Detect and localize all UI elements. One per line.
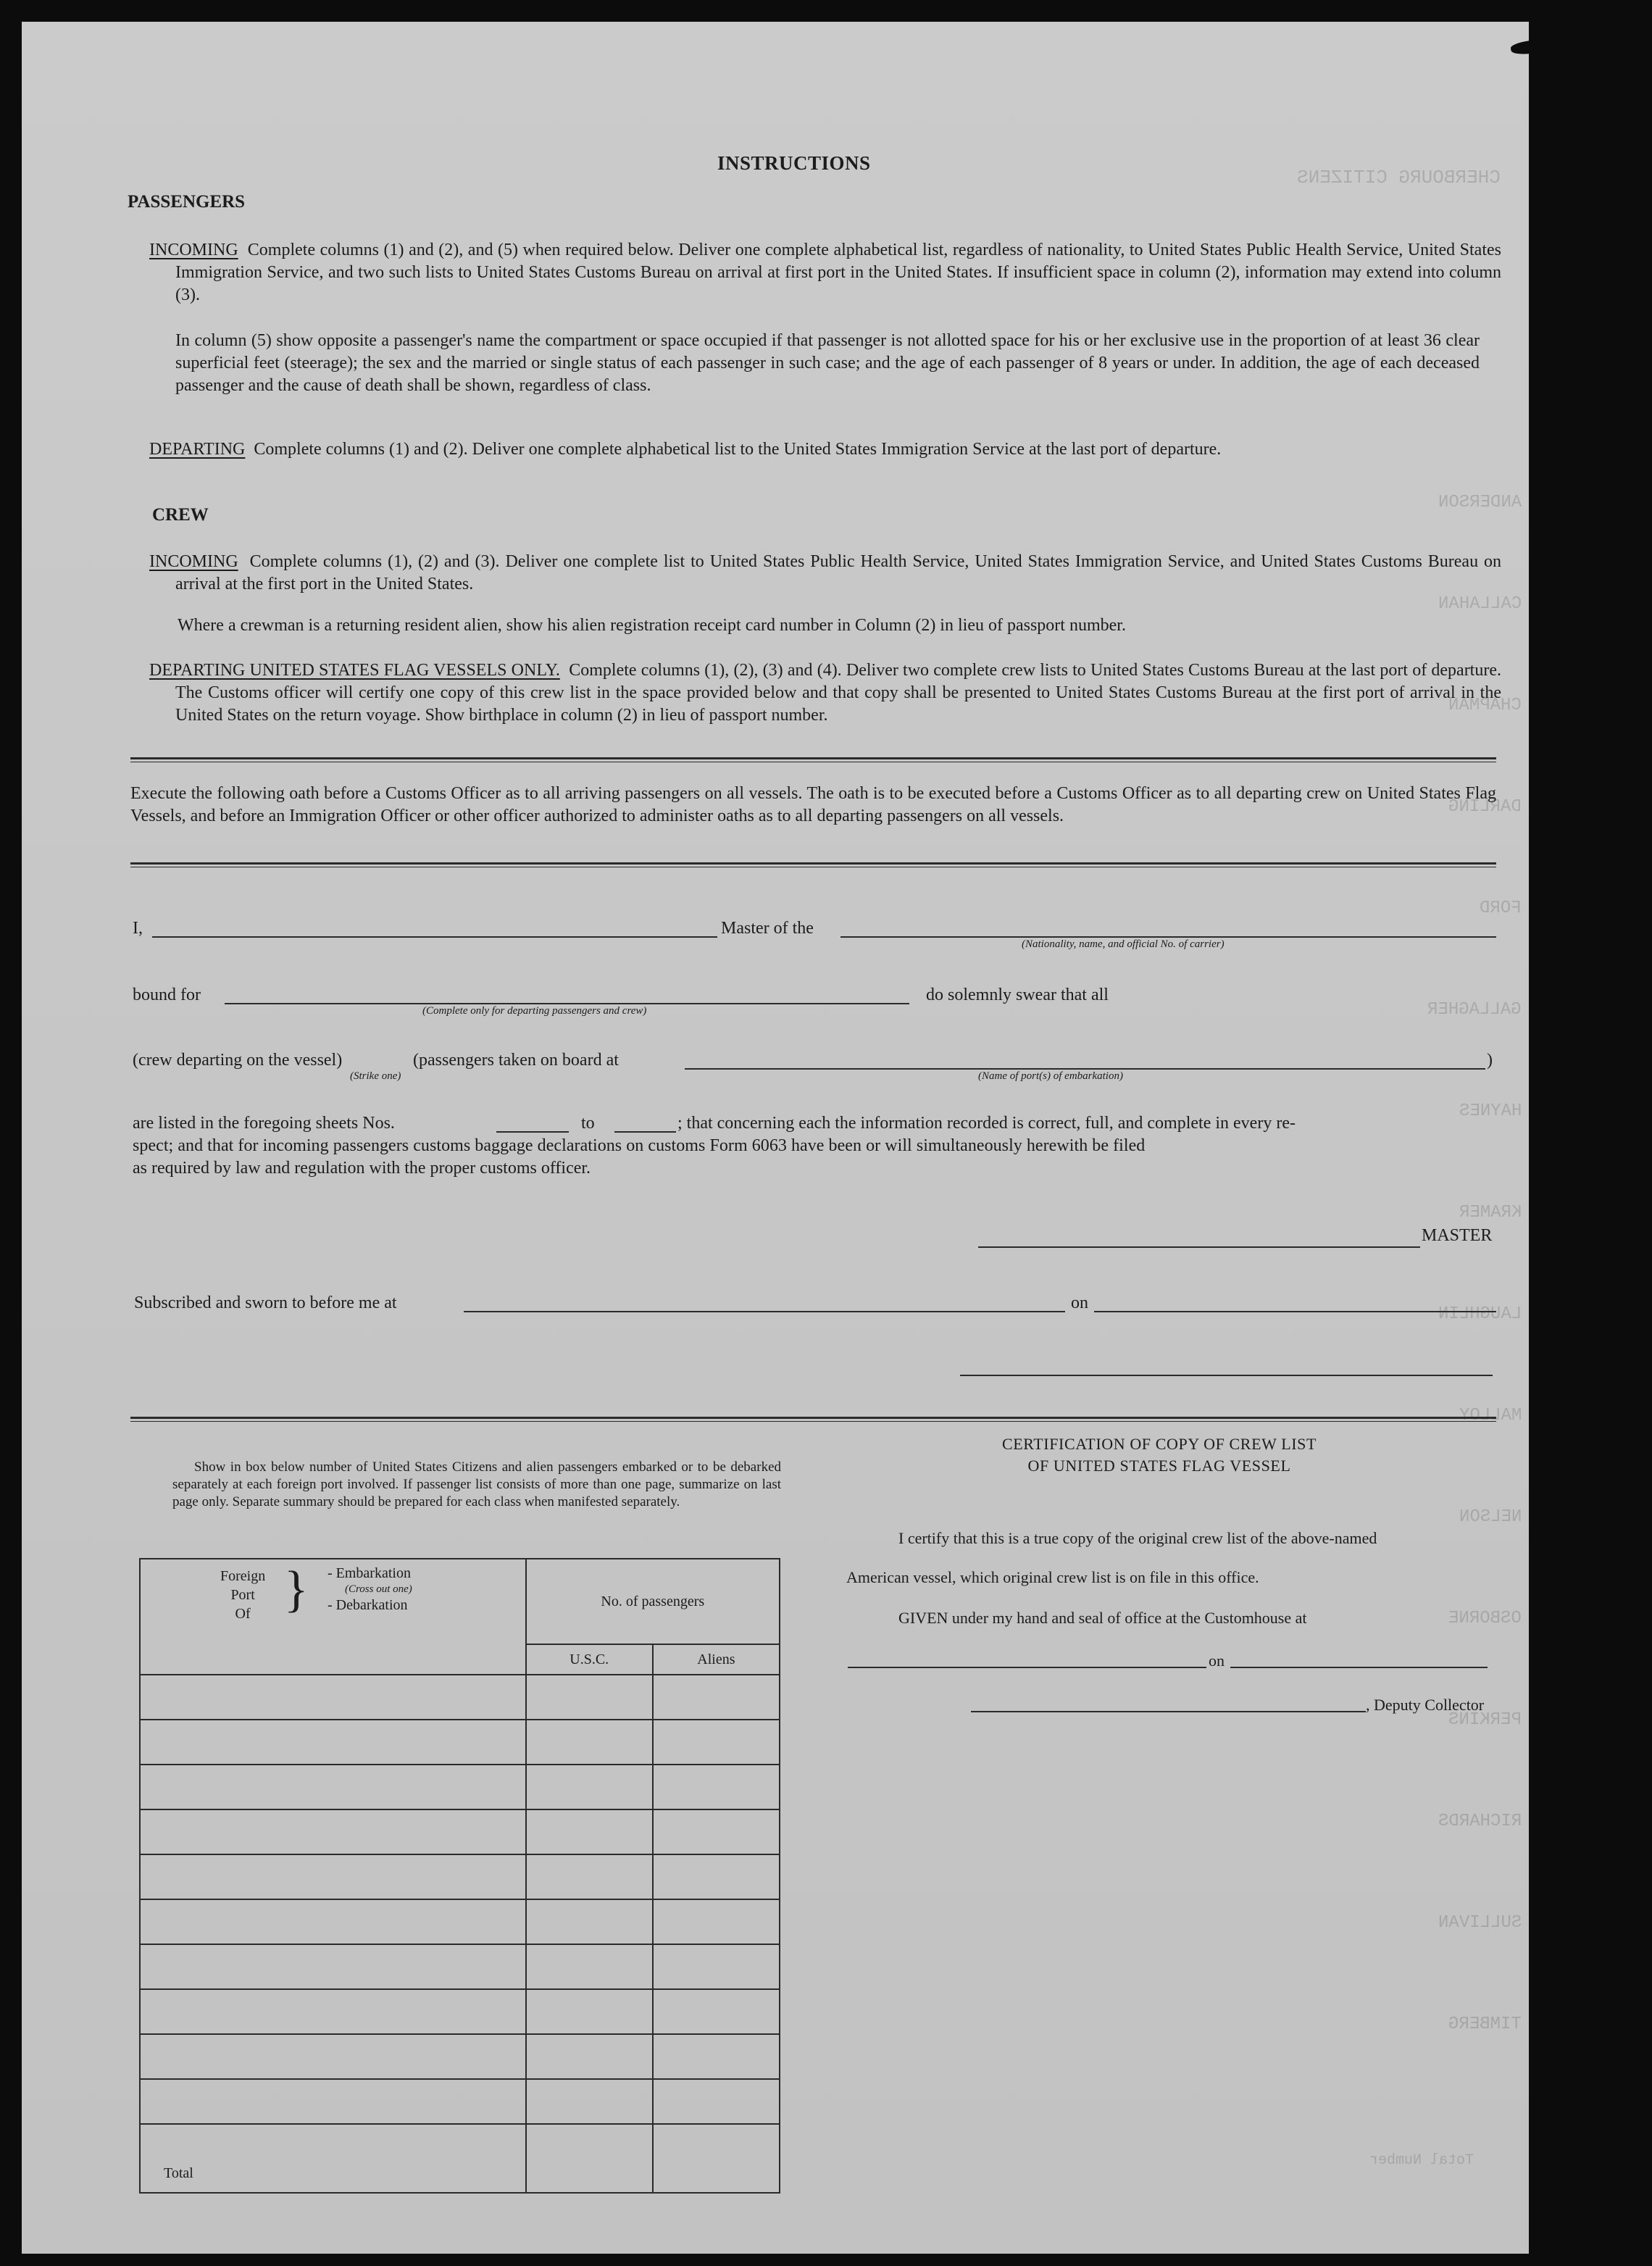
crew-heading: CREW <box>152 505 209 525</box>
aliens-header: Aliens <box>653 1644 780 1675</box>
table-row[interactable] <box>140 1809 780 1854</box>
table-row[interactable] <box>140 1720 780 1765</box>
oath-intro: Execute the following oath before a Customs Officer as to all arriving passengers on all vessels. The oath is to be executed before a Customs Officer as to all departing crew on United States Flag Vessels, and before an Immigration Officer or other officer authorized to administer oaths as to all departing passengers on all vessels. <box>130 784 1496 825</box>
listed-prefix: are listed in the foregoing sheets Nos. <box>133 1114 395 1133</box>
embark-debark-label <box>328 1565 412 1613</box>
divider-mid <box>130 862 1496 865</box>
master-signature-field[interactable] <box>978 1246 1420 1248</box>
ports-field[interactable] <box>685 1068 1485 1070</box>
swear-text: do solemnly swear that all <box>926 986 1109 1004</box>
bound-for-field[interactable] <box>225 1003 909 1004</box>
listed-rest-2: spect; and that for incoming passengers customs baggage declarations on customs Form 6063 have been or will simultaneously herewith be filed <box>133 1136 1146 1155</box>
document-sheet <box>22 22 1529 2254</box>
crew-departing-paragraph <box>149 659 1501 727</box>
listed-rest-3: as required by law and regulation with the proper customs officer. <box>133 1159 591 1178</box>
total-label: Total <box>140 2124 526 2193</box>
sworn-on-label: on <box>1071 1294 1088 1312</box>
show-through-row: GALLAGHER <box>1427 1000 1522 1020</box>
show-through-row: ANDERSON <box>1438 493 1522 512</box>
bound-for-label: bound for <box>133 986 201 1004</box>
show-through-row: HAYNES <box>1459 1101 1522 1121</box>
passengers-heading: PASSENGERS <box>128 192 246 212</box>
show-through-footer: Total Number <box>1369 2152 1474 2169</box>
show-through-row: CALLAHAN <box>1438 594 1522 614</box>
show-through-row: RICHARDS <box>1438 1812 1522 1831</box>
listed-rest-1: ; that concerning each the information recorded is correct, full, and complete in every re- <box>677 1114 1296 1133</box>
no-of-passengers-header: No. of passengers <box>526 1559 780 1644</box>
show-through-row: DARLING <box>1448 797 1522 817</box>
show-through-row: SULLIVAN <box>1438 1913 1522 1933</box>
master-of-the-label: Master of the <box>721 919 814 938</box>
page-title: INSTRUCTIONS <box>717 152 871 174</box>
customhouse-field[interactable] <box>848 1667 1206 1668</box>
passengers-departing-text: Complete columns (1) and (2). Deliver one complete alphabetical list to the United States Immigration Service at the last port of departure. <box>254 440 1222 459</box>
certify-line-1: I certify that this is a true copy of the original crew list of the above-named <box>898 1529 1377 1547</box>
close-paren: ) <box>1487 1051 1493 1070</box>
certify-line-2: American vessel, which original crew list is on file in this office. <box>846 1568 1259 1586</box>
show-through-row: CHAPMAN <box>1448 696 1522 715</box>
certification-title <box>964 1433 1355 1477</box>
certification-date-field[interactable] <box>1230 1667 1488 1668</box>
ports-caption: (Name of port(s) of embarkation) <box>978 1070 1123 1082</box>
master-name-field[interactable] <box>152 936 717 938</box>
foreign-port-of-label: Foreign Port Of <box>220 1568 266 1622</box>
crew-departing-option[interactable]: (crew departing on the vessel) <box>133 1051 343 1070</box>
certification-title-line-2: OF UNITED STATES FLAG VESSEL <box>1027 1457 1291 1475</box>
total-row[interactable] <box>140 2124 780 2193</box>
crew-departing-text: Complete columns (1), (2), (3) and (4). Deliver two complete crew lists to United States Customs Bureau at the last port of departure. The Customs officer will certify one copy of this crew list in the space provided below and that copy shall be presented to United States Customs Bureau at the first port of arrival in the United States on the return voyage. Show birthplace in column (2) in lieu of passport number. <box>175 661 1501 725</box>
deputy-collector-signature-field[interactable] <box>971 1711 1366 1712</box>
subscribed-label: Subscribed and sworn to before me at <box>134 1294 397 1312</box>
nationality-caption: (Nationality, name, and official No. of carrier) <box>1022 938 1225 950</box>
master-label: MASTER <box>1422 1226 1493 1245</box>
show-through-row: TIMBERG <box>1448 2015 1522 2034</box>
show-through-header: CHERBOURG CITIZENS <box>1297 167 1501 188</box>
show-through-row: MALLOY <box>1459 1406 1522 1425</box>
passengers-incoming-text: Complete columns (1) and (2), and (5) when required below. Deliver one complete alphabetical list, regardless of nationality, to United States Public Health Service, United States Immigration Service, and two such lists to United States Customs Bureau on arrival at first port in the United States. If insufficient space in column (2), information may extend into column (3). <box>175 241 1501 304</box>
to-label: to <box>581 1114 595 1133</box>
column5-paragraph: In column (5) show opposite a passenger's name the compartment or space occupied if that passenger is not allotted space for his or her exclusive use in the proportion of at least 36 clear superficial feet (steerage); the sex and the married or single status of each passenger in such case; and the age of each passenger of 8 years or under. In addition, the age of each deceased passenger and the cause of death shall be shown, regardless of class. <box>175 331 1480 395</box>
show-through-row: FORD <box>1480 899 1522 918</box>
strike-caption: (Strike one) <box>350 1070 401 1082</box>
table-row[interactable] <box>140 1944 780 1989</box>
table-row[interactable] <box>140 1854 780 1899</box>
sworn-at-field[interactable] <box>464 1311 1065 1312</box>
bound-caption: (Complete only for departing passengers and crew) <box>422 1005 647 1017</box>
sworn-date-field[interactable] <box>1094 1311 1496 1312</box>
divider-bottom-thin <box>130 1421 1496 1422</box>
certification-title-line-1: CERTIFICATION OF COPY OF CREW LIST <box>1001 1435 1317 1453</box>
usc-header: U.S.C. <box>526 1644 653 1675</box>
table-row[interactable] <box>140 2079 780 2124</box>
certification-on-label: on <box>1209 1651 1225 1670</box>
carrier-field[interactable] <box>840 936 1496 938</box>
oath-i-label: I, <box>133 919 143 938</box>
show-through-row: NELSON <box>1459 1507 1522 1527</box>
embarkation-option[interactable]: - Embarkation <box>328 1565 411 1581</box>
passengers-taken-option[interactable]: (passengers taken on board at <box>413 1051 619 1070</box>
passengers-departing-label: DEPARTING <box>149 440 246 459</box>
table-row[interactable] <box>140 1989 780 2034</box>
port-header-cell <box>140 1559 526 1675</box>
table-row[interactable] <box>140 2034 780 2079</box>
table-row[interactable] <box>140 1675 780 1720</box>
officer-signature-field[interactable] <box>960 1375 1493 1376</box>
crew-incoming-label: INCOMING <box>149 552 238 571</box>
summary-instructions: Show in box below number of United States Citizens and alien passengers embarked or to be debarked separately at each foreign port involved. If passenger list consists of more than one page, summarize on last page only. Separate summary should be prepared for each class when manifested separately. <box>172 1459 781 1509</box>
show-through-row: KRAMER <box>1459 1203 1522 1222</box>
sheet-from-field[interactable] <box>496 1131 569 1133</box>
crew-incoming-text: Complete columns (1), (2) and (3). Deliver one complete list to United States Public Health Service, United States Immigration Service, and United States Customs Bureau on arrival at the first port in the United States. <box>175 552 1502 593</box>
given-line: GIVEN under my hand and seal of office at the Customhouse at <box>898 1609 1307 1627</box>
passengers-incoming-paragraph <box>149 239 1501 307</box>
brace-icon: } <box>284 1562 309 1617</box>
cross-out-caption: (Cross out one) <box>345 1583 412 1595</box>
crew-resident-paragraph: Where a crewman is a returning resident alien, show his alien registration receipt card number in Column (2) in lieu of passport number. <box>178 616 1126 635</box>
passengers-incoming-label: INCOMING <box>149 241 238 259</box>
passengers-departing-paragraph <box>149 438 1501 461</box>
divider-top <box>130 757 1496 759</box>
sheet-to-field[interactable] <box>614 1131 676 1133</box>
deputy-collector-label: , Deputy Collector <box>1366 1696 1485 1714</box>
show-through-row: LAUGHLIN <box>1438 1304 1522 1324</box>
show-through-row: OSBORNE <box>1448 1609 1522 1628</box>
debarkation-option[interactable]: - Debarkation <box>328 1597 408 1613</box>
divider-bottom <box>130 1417 1496 1419</box>
crew-incoming-paragraph <box>149 551 1501 596</box>
crew-departing-label: DEPARTING UNITED STATES FLAG VESSELS ONLY. <box>149 661 560 680</box>
table-row[interactable] <box>140 1899 780 1944</box>
table-row[interactable] <box>140 1765 780 1809</box>
passenger-summary-table <box>139 1558 780 2194</box>
show-through-row: PERKINS <box>1448 1710 1522 1730</box>
